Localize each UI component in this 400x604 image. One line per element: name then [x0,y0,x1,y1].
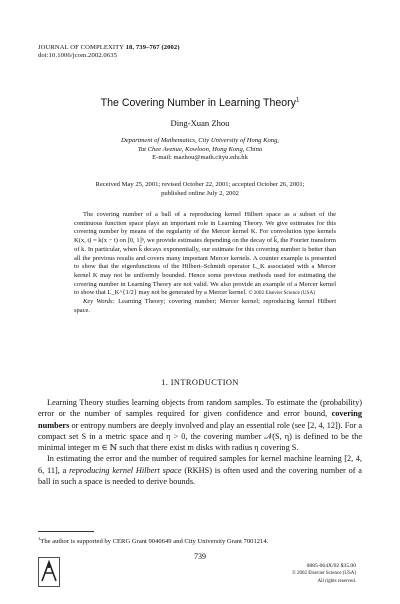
affiliation-line-1: Department of Mathematics, City University of Hong Kong, [120,137,280,144]
intro-paragraph-1 [38,397,362,453]
keywords [74,298,336,315]
author-email: E-mail: mazhou@math.cityu.edu.hk [152,154,248,162]
publisher-copyright: © 2002 Elsevier Science (USA) [291,571,356,577]
para2-text-b: (RKHS) is often used and the covering number of a ball in such a space is needed to derive bounds. [38,465,362,487]
journal-header [38,44,180,60]
rights: All rights reserved. [317,578,356,584]
journal-details: 18, 739–767 (2002) [125,44,180,51]
footnote-rule [38,531,94,532]
footnote-text: The author is supported by CERG Grant 9040649 and City University Grant 7001214. [40,538,269,546]
intro-paragraph-2 [38,453,362,487]
paper-title-block [0,97,400,109]
para1-text-b: or entropy numbers are deeply involved and play an essential role (see [2, 4, 12]). For a compact set S in a metric space and η > 0, the covering number 𝒩(S, η) is defined to be the minimal integer m ∈ ℕ such that there exist m disks with radius η covering S. [38,420,362,453]
abstract [74,211,336,315]
para2-text-a: In estimating the error and the number of required samples for kernel machine learning [2, 4, 6, 11], a [38,454,362,475]
affiliation [0,137,400,163]
body-text [38,397,362,487]
publisher-info [292,563,356,585]
journal-name: JOURNAL OF COMPLEXITY [38,44,124,51]
keywords-text: Learning Theory; covering number; Mercer kernel; reproducing kernel Hilbert space. [74,298,336,314]
footnote [38,536,268,545]
para2-italic: reproducing kernel Hilbert space [69,465,182,475]
footnote-mark: 1 [38,536,41,541]
dates [0,181,400,198]
para1-bold: covering numbers [38,409,362,430]
affiliation-line-2: Tat Chee Avenue, Kowloon, Hong Kong, China [137,145,263,153]
keywords-label: Key Words: [83,298,115,306]
section-heading: 1. INTRODUCTION [161,378,239,387]
publisher-logo-icon [38,557,60,587]
doi: doi:10.1006/jcom.2002.0635 [38,52,117,60]
dates-line-2: published online July 2, 2002 [161,189,239,197]
author: Ding-Xuan Zhou [170,118,230,128]
dates-line-1: Received May 25, 2001; revised October 22, 2001; accepted October 26, 2001; [95,181,305,188]
para1-text-a: Learning Theory studies learning objects from random samples. To estimate the (probability) error or the number of samples required for given confidence and error bound, [38,398,362,419]
title-footnote-mark: 1 [295,97,300,104]
abstract-paragraph [74,211,336,298]
paper-title: The Covering Number in Learning Theory [100,97,296,109]
price-code: 0885-064X/02 $35.00 [306,563,356,569]
page-number: 739 [194,552,206,561]
abstract-copyright: © 2002 Elsevier Science (USA) [248,290,315,297]
abstract-text: The covering number of a ball of a reproducing kernel Hilbert space as a subset of the continuous function space plays an important role in Learning Theory. We give estimates for this covering number by means of the regularity of the Mercer kernel K. For convolution type kernels K(x, t) = k(x − t) on [0, 1]ⁿ, we provide estimates depending on the decay of k̂, the Fourier transform of k. In particular, when k̂ decays exponentially, our estimate for this covering number is better than all the previous results and covers many important Mercer kernels. A counter example is presented to show that the eigenfunctions of the Hilbert–Schmidt operator L_K associated with a Mercer kernel K may not be uniformly bounded. Hence some previous methods used for estimating the covering number in Learning Theory are not valid. We also provide an example of a Mercer kernel to show that L_K^{1/2} may not be generated by a Mercer kernel. [74,211,336,297]
